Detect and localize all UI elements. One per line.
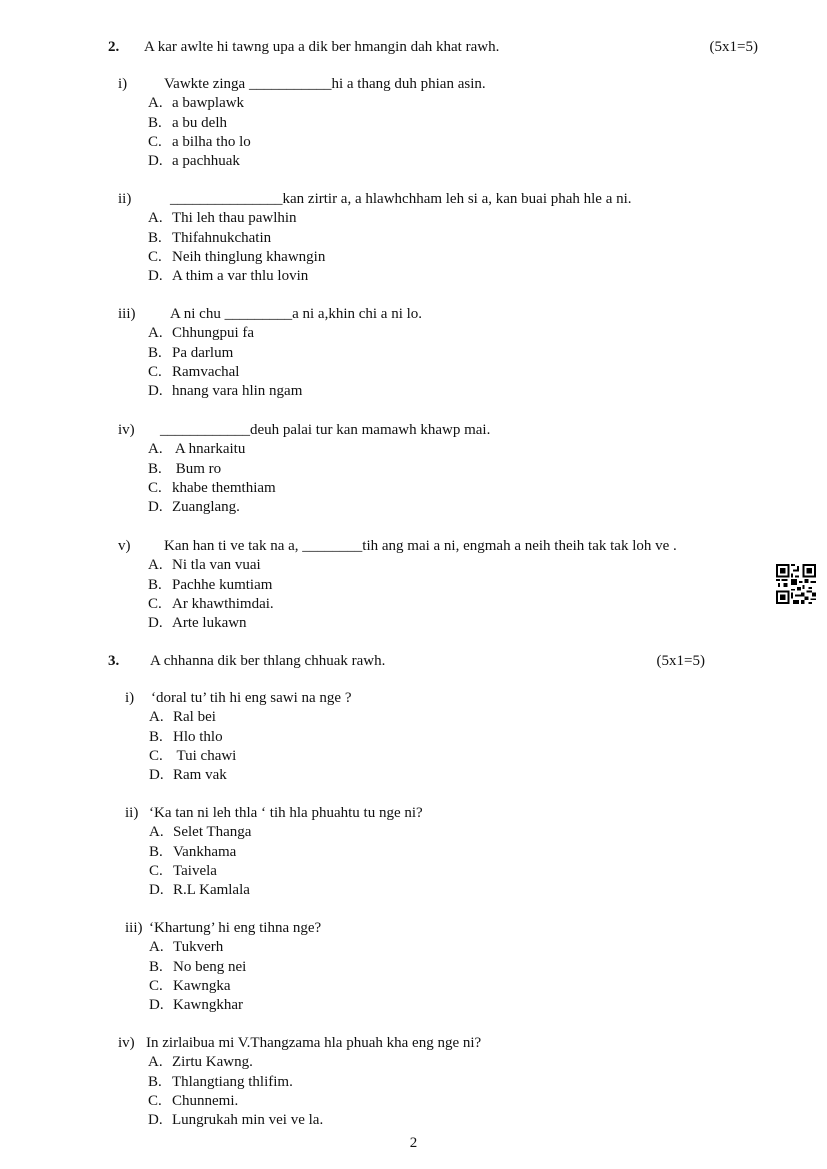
question (125, 919, 765, 1015)
option-letter: B. (148, 229, 162, 246)
page-number: 2 (409, 1135, 418, 1151)
option-letter: B. (149, 958, 163, 975)
option (125, 708, 765, 727)
question (118, 421, 758, 517)
option (118, 1111, 758, 1130)
option (118, 267, 758, 286)
option-letter: B. (148, 1073, 162, 1090)
option (118, 460, 758, 479)
option-text: a bawplawk (172, 95, 245, 112)
option-text: Zuanglang. (172, 499, 240, 516)
section-instruction: A kar awlte hi tawng upa a dik ber hmangin dah khat rawh. (144, 39, 500, 55)
question-number: i) (118, 76, 128, 92)
option-letter: C. (149, 747, 163, 764)
option-letter: B. (149, 843, 163, 860)
option-text: R.L Kamlala (173, 882, 250, 899)
section-marks: (5x1=5) (709, 39, 758, 55)
option-letter: C. (148, 1092, 162, 1109)
option (118, 576, 758, 595)
option-text: Ral bei (173, 709, 216, 726)
option (118, 595, 758, 614)
option-text: A thim a var thlu lovin (172, 268, 309, 285)
option-text: hnang vara hlin ngam (172, 383, 303, 400)
option-letter: C. (148, 133, 162, 150)
option (118, 363, 758, 382)
option-text: Ram vak (173, 767, 227, 784)
option-text: Chhungpui fa (172, 325, 255, 342)
option-text: Thlangtiang thlifim. (172, 1073, 293, 1090)
option (118, 94, 758, 113)
option-text: Thifahnukchatin (172, 229, 272, 246)
option-text: Selet Thanga (173, 824, 252, 841)
option-text: Pa darlum (172, 344, 234, 361)
question-text: _______________kan zirtir a, a hlawhchham leh si a, kan buai phah hle a ni. (170, 191, 632, 207)
question (118, 75, 758, 171)
option (118, 248, 758, 267)
option (118, 133, 758, 152)
option-letter: D. (148, 153, 163, 170)
question-text: A ni chu _________a ni a,khin chi a ni lo. (170, 306, 423, 322)
qr-code-icon (776, 564, 816, 604)
question-number: i) (125, 690, 135, 706)
option-text: Vankhama (173, 843, 237, 860)
option-text: Zirtu Kawng. (172, 1054, 253, 1071)
option-letter: A. (148, 95, 163, 112)
option-text: Tui chawi (173, 747, 237, 764)
question-number: ii) (125, 805, 139, 821)
option (118, 556, 758, 575)
option-letter: C. (148, 363, 162, 380)
option-letter: A. (149, 939, 164, 956)
option-letter: D. (148, 383, 163, 400)
option-text: Neih thinglung khawngin (172, 248, 326, 265)
option-letter: A. (148, 441, 163, 458)
option (118, 382, 758, 401)
option-letter: B. (148, 114, 162, 131)
option-text: a bilha tho lo (172, 133, 251, 150)
option-text: Bum ro (172, 460, 222, 477)
option-letter: A. (148, 210, 163, 227)
question-number: ii) (118, 191, 132, 207)
option (118, 209, 758, 228)
question (125, 804, 765, 900)
option-letter: B. (149, 728, 163, 745)
question (118, 537, 758, 633)
option-text: Pachhe kumtiam (172, 576, 273, 593)
option-letter: C. (148, 595, 162, 612)
option-letter: A. (148, 1054, 163, 1071)
question-text: ‘doral tu’ tih hi eng sawi na nge ? (151, 690, 352, 706)
option (118, 1092, 758, 1111)
option-text: Taivela (173, 862, 217, 879)
question-number: iv) (118, 1035, 135, 1051)
question-text: Kan han ti ve tak na a, ________tih ang mai a ni, engmah a neih theih tak tak loh ve . (164, 538, 677, 554)
option (118, 614, 758, 633)
question (118, 1034, 758, 1130)
option-text: Ni tla van vuai (172, 557, 261, 574)
option-text: Tukverh (173, 939, 224, 956)
option (125, 862, 765, 881)
option (118, 344, 758, 363)
section-3-header (108, 651, 705, 671)
option-letter: B. (148, 460, 162, 477)
option (118, 114, 758, 133)
option (125, 977, 765, 996)
option (118, 440, 758, 459)
section-number: 2. (108, 39, 120, 55)
question (118, 190, 758, 286)
option-text: Chunnemi. (172, 1092, 239, 1109)
question-text: ‘Ka tan ni leh thla ‘ tih hla phuahtu tu nge ni? (149, 805, 423, 821)
option-text: Hlo thlo (173, 728, 223, 745)
option-letter: A. (149, 709, 164, 726)
option-text: a pachhuak (172, 153, 240, 170)
question-text: In zirlaibua mi V.Thangzama hla phuah kha eng nge ni? (146, 1035, 482, 1051)
option-letter: A. (149, 824, 164, 841)
option-letter: B. (148, 576, 162, 593)
question-text: ‘Khartung’ hi eng tihna nge? (149, 920, 322, 936)
option-text: Kawngka (173, 977, 231, 994)
question (125, 689, 765, 785)
question-number: v) (118, 538, 131, 554)
section-2-header (108, 37, 758, 57)
option-letter: C. (149, 977, 163, 994)
option-letter: B. (148, 344, 162, 361)
section-instruction: A chhanna dik ber thlang chhuak rawh. (150, 653, 386, 669)
option-text: khabe themthiam (172, 479, 276, 496)
option (125, 938, 765, 957)
option-text: Ar khawthimdai. (172, 595, 274, 612)
option (125, 843, 765, 862)
option (118, 229, 758, 248)
option-text: Arte lukawn (172, 615, 247, 632)
option-letter: A. (148, 325, 163, 342)
option-text: No beng nei (173, 958, 247, 975)
option-letter: D. (149, 997, 164, 1014)
option-letter: D. (149, 882, 164, 899)
option-text: a bu delh (172, 114, 227, 131)
option (125, 728, 765, 747)
question-text: Vawkte zinga ___________hi a thang duh phian asin. (164, 76, 486, 92)
question-number: iv) (118, 422, 135, 438)
option (125, 996, 765, 1015)
option-letter: D. (148, 615, 163, 632)
option (118, 1073, 758, 1092)
option (118, 324, 758, 343)
section-marks: (5x1=5) (656, 653, 705, 669)
option-text: Thi leh thau pawlhin (172, 210, 297, 227)
option (125, 747, 765, 766)
question-text: ____________deuh palai tur kan mamawh khawp mai. (160, 422, 491, 438)
option-text: Lungrukah min vei ve la. (172, 1112, 324, 1129)
option (118, 498, 758, 517)
option-letter: C. (149, 862, 163, 879)
option (118, 1053, 758, 1072)
option-text: A hnarkaitu (172, 441, 246, 458)
option-text: Ramvachal (172, 363, 240, 380)
section-number: 3. (108, 653, 120, 669)
option (118, 152, 758, 171)
option (118, 479, 758, 498)
option-letter: A. (148, 557, 163, 574)
option-letter: D. (148, 1112, 163, 1129)
option (125, 823, 765, 842)
question (118, 305, 758, 401)
question-number: iii) (125, 920, 143, 936)
option-letter: D. (148, 499, 163, 516)
option-letter: C. (148, 248, 162, 265)
option (125, 766, 765, 785)
option (125, 881, 765, 900)
option-letter: C. (148, 479, 162, 496)
option-letter: D. (148, 268, 163, 285)
question-number: iii) (118, 306, 136, 322)
option-text: Kawngkhar (173, 997, 243, 1014)
option (125, 958, 765, 977)
option-letter: D. (149, 767, 164, 784)
